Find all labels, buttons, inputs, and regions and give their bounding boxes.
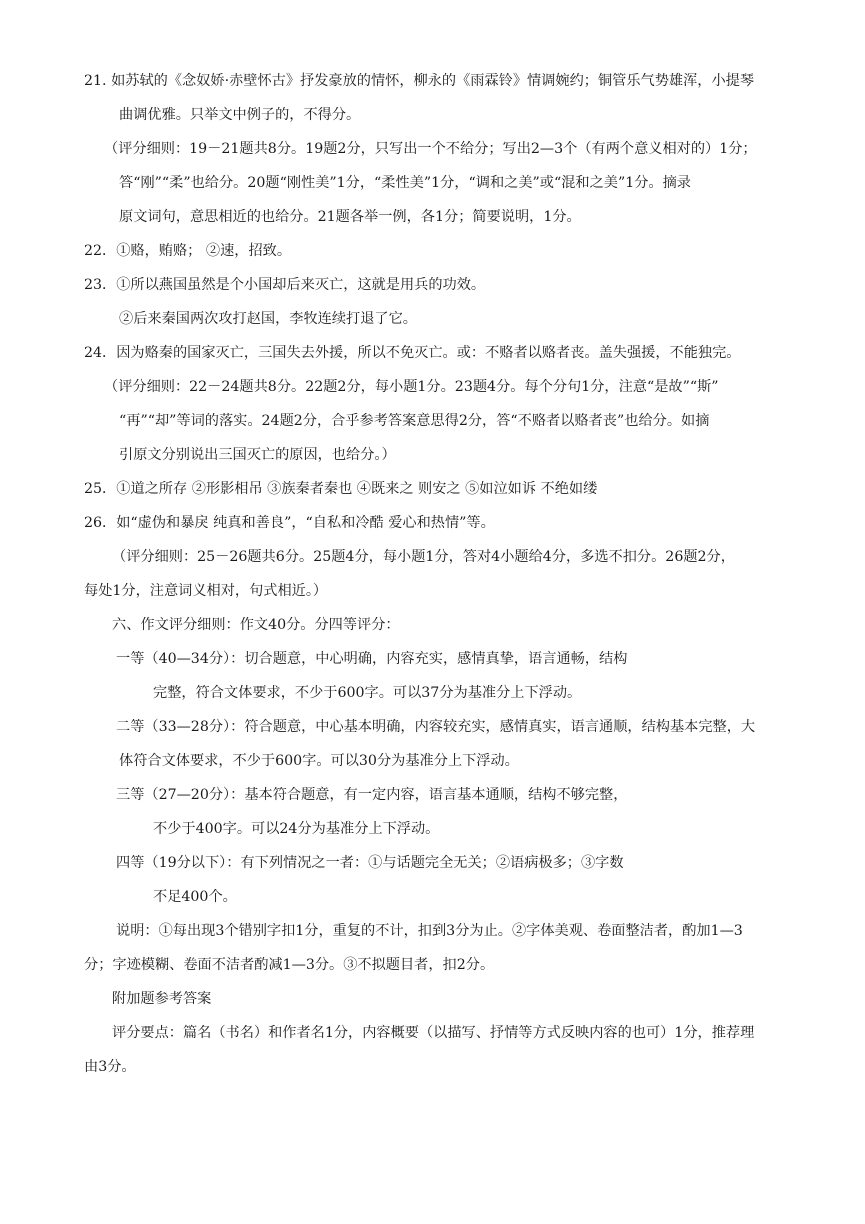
bonus-heading: 附加题参考答案: [112, 991, 212, 1007]
scoring-22-24-line2: “再”“却”等词的落实。24题2分，合乎参考答案意思得2分，答“不赂者以赂者丧”也给分。如摘: [119, 413, 710, 429]
q23-line1: 23．①所以燕国虽然是个小国却后来灭亡，这就是用兵的功效。: [84, 277, 486, 293]
bonus-line2: 由3分。: [84, 1059, 136, 1075]
scoring-25-26-line1: （评分细则：25－26题共6分。25题4分，每小题1分，答对4小题给4分，多选不扣分。26题2分，: [112, 549, 735, 565]
scoring-19-21-line3: 原文词句，意思相近的也给分。21题各举一例，各1分；简要说明，1分。: [119, 209, 581, 225]
essay-grade2-line1: 二等（33—28分）：符合题意，中心基本明确，内容较充实，感情真实，语言通顺，结构基本完整，大: [116, 719, 756, 735]
essay-grade1-line2: 完整，符合文体要求，不少于600字。可以37分为基准分上下浮动。: [153, 685, 582, 701]
q26-answer: 26．如“虚伪和暴戾 纯真和善良”，“自私和冷酷 爱心和热情”等。: [84, 515, 495, 531]
scoring-19-21-line1: （评分细则：19－21题共8分。19题2分，只写出一个不给分；写出2—3个（有两个意义相对的）1分；: [104, 141, 757, 157]
essay-grade4-line2: 不足400个。: [153, 889, 237, 905]
q21-line1: 21. 如苏轼的《念奴娇·赤壁怀古》抒发豪放的情怀，柳永的《雨霖铃》情调婉约；铜管乐气势雄浑，小提琴: [84, 73, 755, 89]
scoring-22-24-line3: 引原文分别说出三国灭亡的原因，也给分。）: [119, 447, 396, 463]
scoring-19-21-line2: 答“刚”“柔”也给分。20题“刚性美”1分，“柔性美”1分，“调和之美”或“混和之美”1分。摘录: [119, 175, 691, 191]
q22-answer: 22．①赂，贿赂； ②速，招致。: [84, 243, 292, 259]
essay-grade2-line2: 体符合文体要求，不少于600字。可以30分为基准分上下浮动。: [119, 753, 519, 769]
scoring-22-24-line1: （评分细则：22－24题共8分。22题2分，每小题1分。23题4分。每个分句1分，注意“是故”“斯”: [104, 379, 719, 395]
q25-answer: 25．①道之所存 ②形影相吊 ③族秦者秦也 ④既来之 则安之 ⑤如泣如诉 不绝如缕: [84, 481, 598, 497]
bonus-line1: 评分要点：篇名（书名）和作者名1分，内容概要（以描写、抒情等方式反映内容的也可）1分，推荐理: [112, 1025, 755, 1041]
essay-note-line2: 分；字迹模糊、卷面不洁者酌减1—3分。③不拟题目者，扣2分。: [84, 957, 495, 973]
essay-grade1-line1: 一等（40—34分）：切合题意，中心明确，内容充实，感情真挚，语言通畅，结构: [116, 651, 628, 667]
essay-note-line1: 说明：①每出现3个错别字扣1分，重复的不计，扣到3分为止。②字体美观、卷面整洁者，酌加1—3: [116, 923, 743, 939]
essay-heading: 六、作文评分细则：作文40分。分四等评分：: [112, 617, 400, 633]
q24-answer: 24．因为赂秦的国家灭亡，三国失去外援，所以不免灭亡。或：不赂者以赂者丧。盖失强援，不能独完。: [84, 345, 741, 361]
essay-grade4-line1: 四等（19分以下）：有下列情况之一者：①与话题完全无关；②语病极多；③字数: [116, 855, 624, 871]
q23-line2: ②后来秦国两次攻打赵国，李牧连续打退了它。: [119, 311, 417, 327]
scoring-25-26-line2: 每处1分，注意词义相对，句式相近。）: [84, 583, 328, 599]
essay-grade3-line1: 三等（27—20分）：基本符合题意，有一定内容，语言基本通顺，结构不够完整，: [116, 787, 628, 803]
essay-grade3-line2: 不少于400字。可以24分为基准分上下浮动。: [153, 821, 440, 837]
q21-line2: 曲调优雅。只举文中例子的，不得分。: [119, 107, 361, 123]
